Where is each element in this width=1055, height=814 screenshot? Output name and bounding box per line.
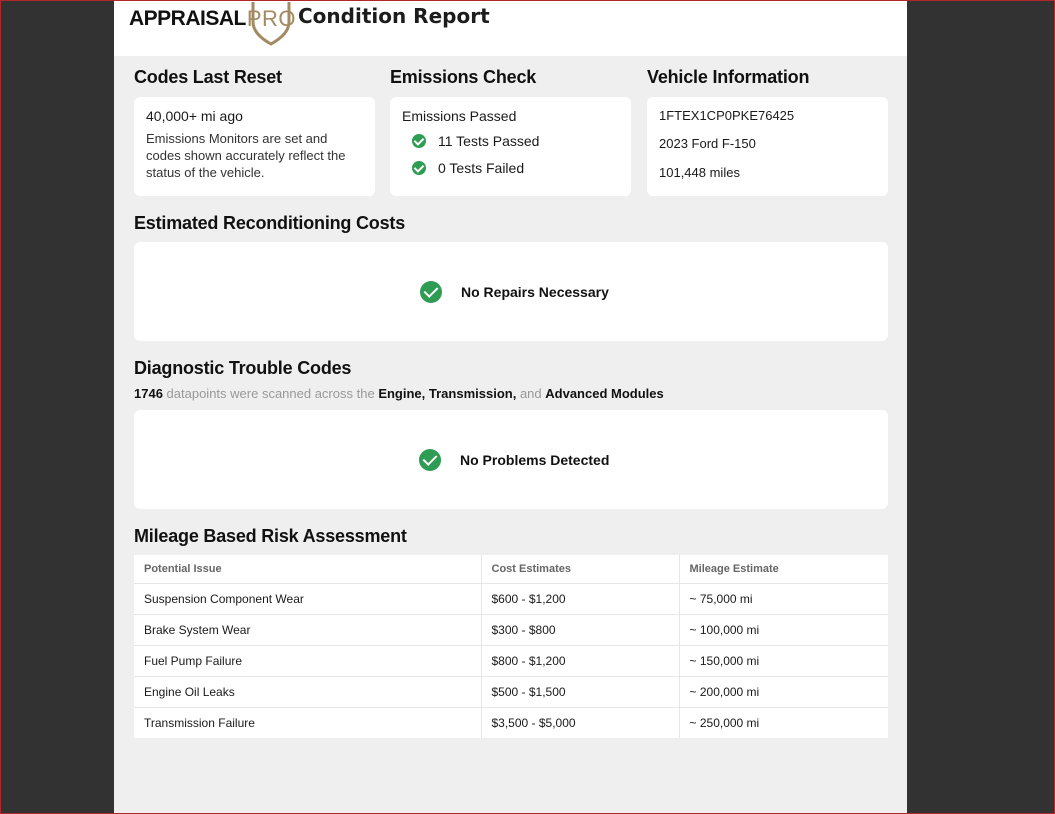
mileage-cell: ~ 75,000 mi — [679, 584, 888, 615]
vehicle-info-card — [647, 97, 888, 196]
issue-cell: Suspension Component Wear — [134, 584, 481, 615]
dtc-engine: Engine, — [378, 386, 426, 401]
table-row — [134, 677, 888, 708]
emissions-check-title: Emissions Check — [390, 67, 537, 87]
table-row — [134, 708, 888, 739]
cost-cell: $500 - $1,500 — [481, 677, 679, 708]
dtc-text: datapoints were scanned across the — [166, 386, 375, 401]
dtc-status-text: No Problems Detected — [460, 452, 610, 468]
risk-table-header — [134, 555, 888, 584]
recon-status — [420, 281, 609, 303]
emissions-check-card — [390, 97, 631, 196]
check-circle-icon — [420, 281, 442, 303]
vehicle-mileage: 101,448 miles — [659, 165, 740, 180]
appraisal-pro-logo — [129, 4, 297, 34]
check-circle-icon — [419, 449, 441, 471]
risk-title: Mileage Based Risk Assessment — [134, 526, 407, 546]
mileage-cell: ~ 100,000 mi — [679, 615, 888, 646]
codes-last-reset-card — [134, 97, 375, 196]
dtc-advanced: Advanced Modules — [545, 386, 664, 401]
table-row — [134, 646, 888, 677]
logo-appraisal-text: APPRAISAL — [129, 7, 246, 30]
cost-cell: $800 - $1,200 — [481, 646, 679, 677]
dtc-title: Diagnostic Trouble Codes — [134, 358, 352, 378]
logo-pro — [246, 4, 297, 44]
issue-cell: Brake System Wear — [134, 615, 481, 646]
issue-cell: Fuel Pump Failure — [134, 646, 481, 677]
recon-status-text: No Repairs Necessary — [461, 284, 609, 300]
vehicle-model: 2023 Ford F-150 — [659, 136, 756, 151]
emissions-status: Emissions Passed — [402, 108, 517, 124]
col-header-mileage: Mileage Estimate — [679, 555, 888, 584]
dtc-transmission: Transmission, — [428, 386, 517, 401]
codes-reset-description: Emissions Monitors are set and codes shown accurately reflect the status of the vehicle. — [146, 131, 346, 180]
tests-failed-row — [412, 160, 524, 176]
tests-passed: 11 Tests Passed — [438, 133, 540, 149]
dtc-count: 1746 — [134, 386, 163, 401]
risk-table — [134, 555, 888, 738]
mileage-cell: ~ 200,000 mi — [679, 677, 888, 708]
cost-cell: $600 - $1,200 — [481, 584, 679, 615]
report-header — [114, 0, 907, 56]
logo-pro-text: PRO — [246, 6, 297, 31]
tests-failed: 0 Tests Failed — [438, 160, 525, 176]
dtc-subtitle — [134, 386, 664, 401]
recon-card — [134, 242, 888, 341]
mileage-cell: ~ 250,000 mi — [679, 708, 888, 739]
codes-reset-value: 40,000+ mi ago — [146, 108, 243, 124]
dtc-status — [419, 449, 609, 471]
vehicle-info-title: Vehicle Information — [647, 67, 810, 87]
dtc-and: and — [519, 386, 542, 401]
check-circle-icon — [412, 134, 426, 148]
dtc-card — [134, 410, 888, 509]
report-page — [114, 0, 907, 814]
table-row — [134, 584, 888, 615]
page-title: Condition Report — [298, 4, 490, 28]
col-header-cost: Cost Estimates — [481, 555, 679, 584]
vehicle-vin: 1FTEX1CP0PKE76425 — [659, 108, 795, 123]
check-circle-icon — [412, 161, 426, 175]
issue-cell: Transmission Failure — [144, 716, 255, 730]
issue-cell: Engine Oil Leaks — [134, 677, 481, 708]
mileage-cell: ~ 150,000 mi — [679, 646, 888, 677]
codes-last-reset-title: Codes Last Reset — [134, 67, 282, 87]
recon-title: Estimated Reconditioning Costs — [134, 213, 406, 233]
tests-passed-row — [412, 133, 539, 149]
cost-cell: $3,500 - $5,000 — [481, 708, 679, 739]
table-row — [134, 615, 888, 646]
cost-cell: $300 - $800 — [481, 615, 679, 646]
col-header-issue: Potential Issue — [134, 555, 481, 584]
